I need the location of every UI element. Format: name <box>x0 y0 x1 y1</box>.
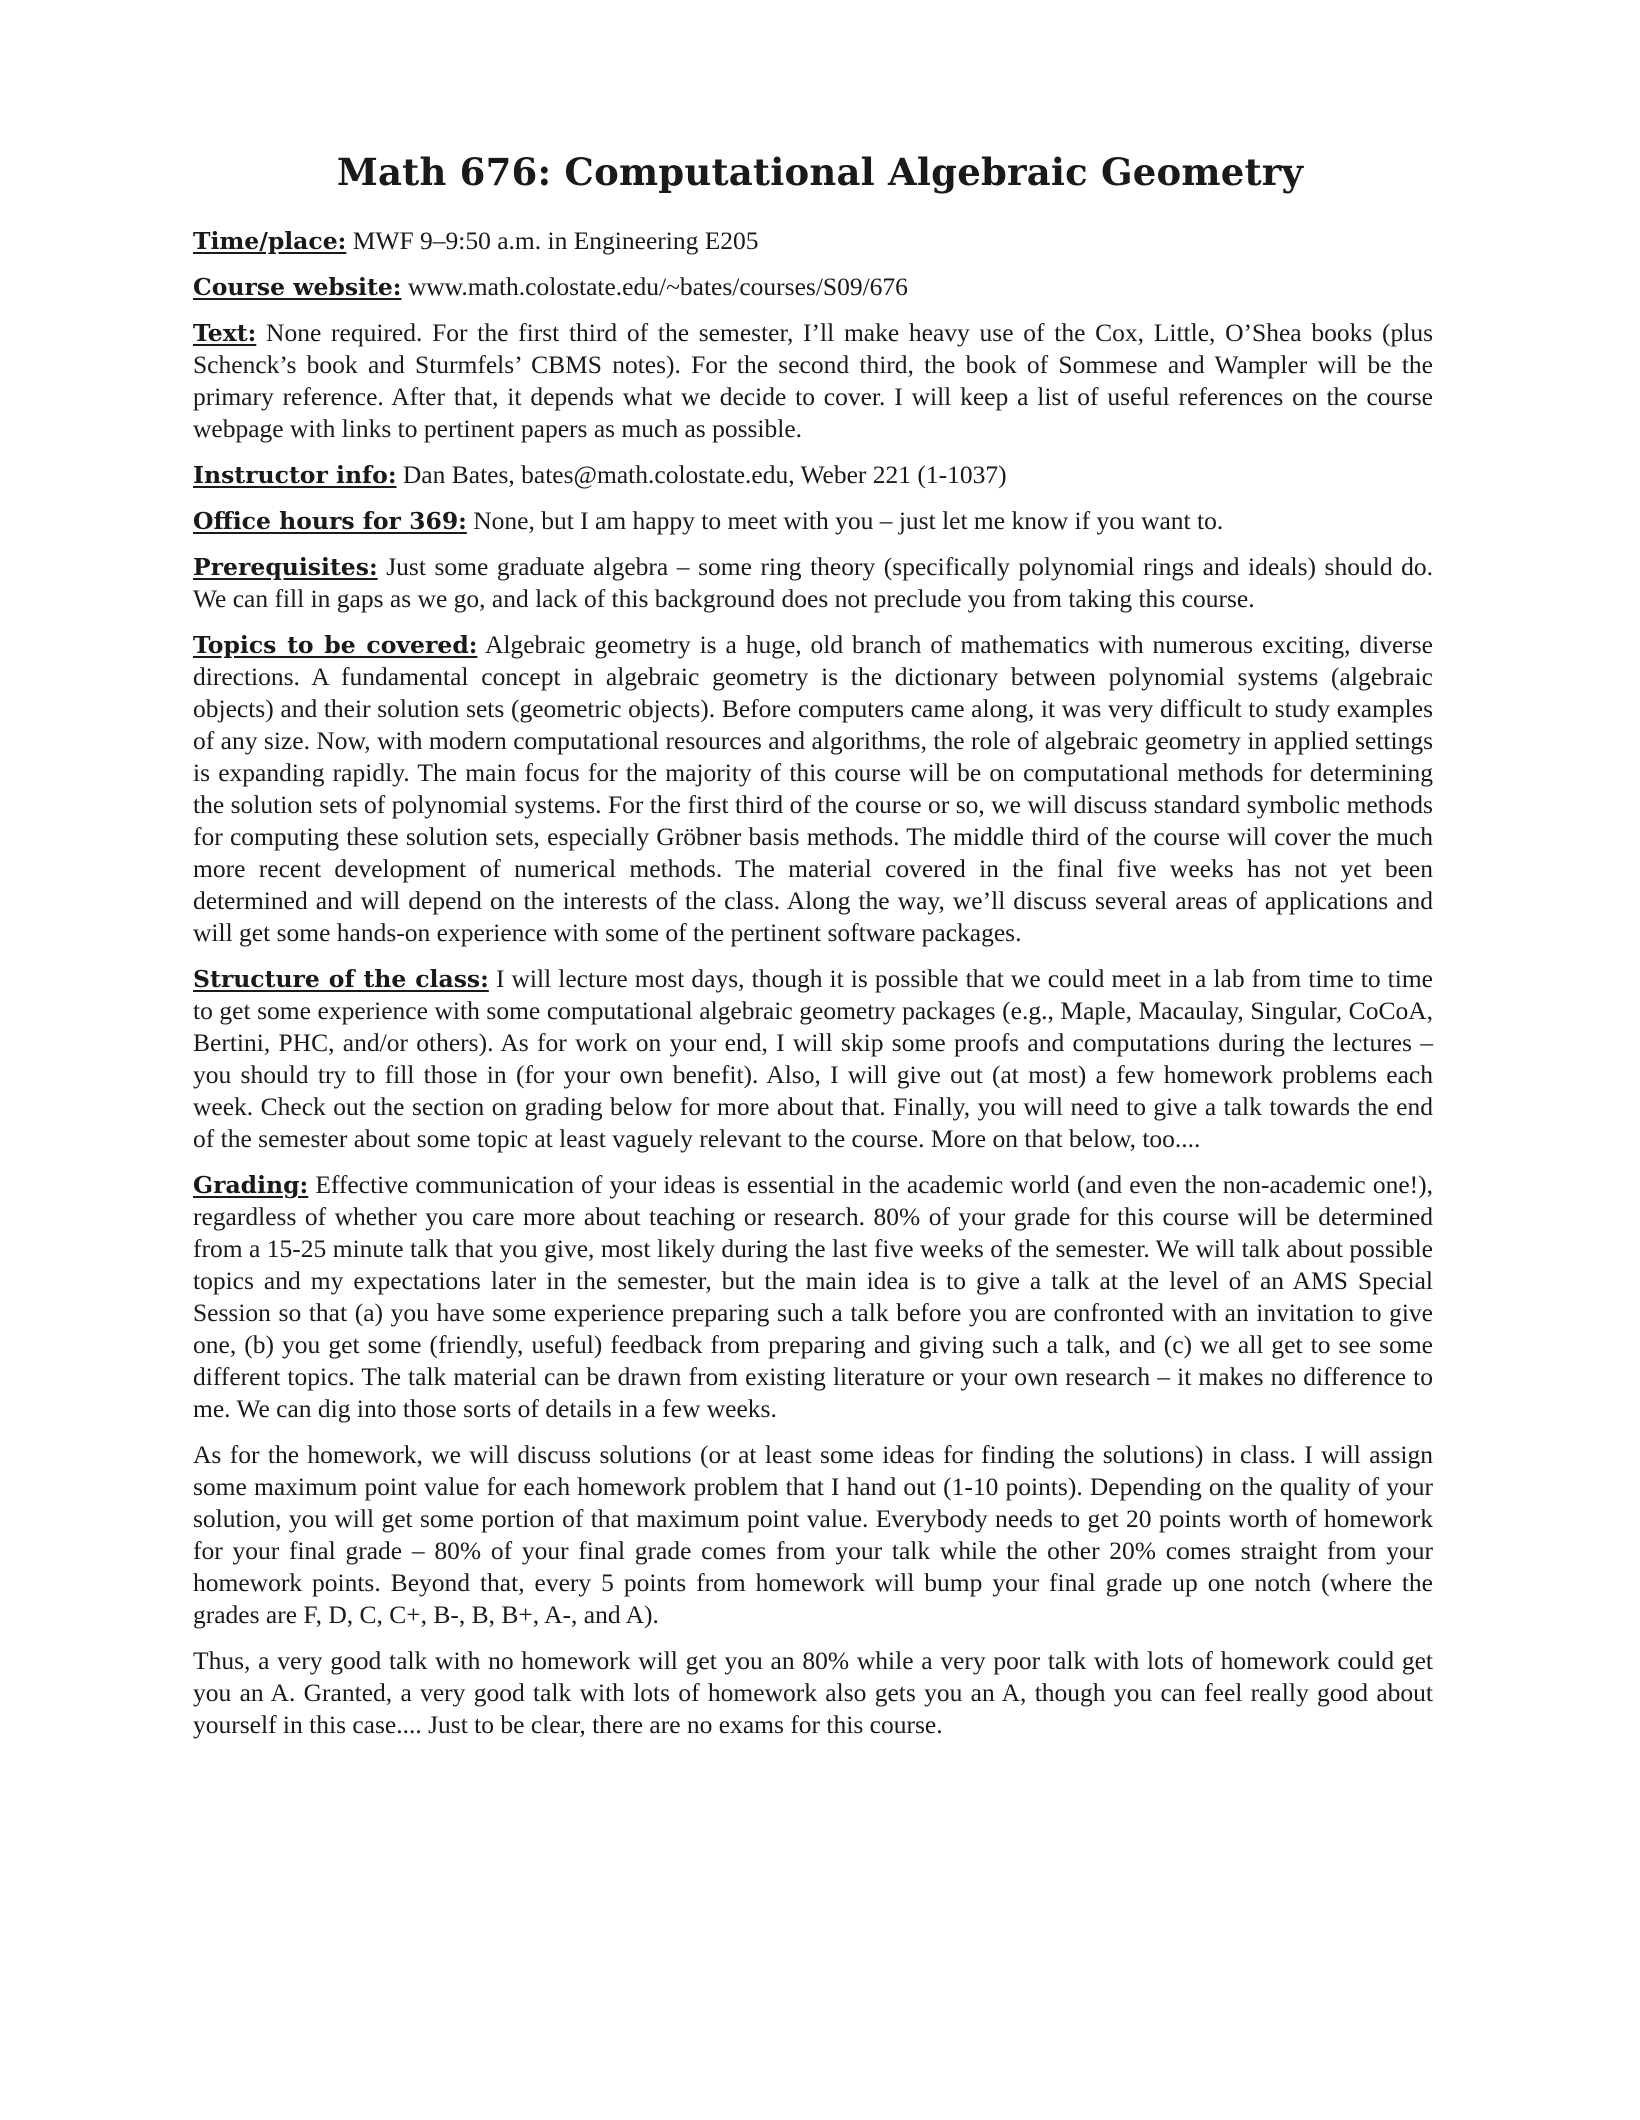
section-label: Office hours for 369: <box>193 507 467 535</box>
section-label: Course website: <box>193 273 402 301</box>
section-text: MWF 9–9:50 a.m. in Engineering E205 <box>352 226 759 255</box>
text-section <box>193 317 1433 445</box>
topics-section <box>193 629 1433 949</box>
section-text: Algebraic geometry is a huge, old branch of mathematics with numerous exciting, diverse directions. A fundamental concept in algebraic geometry is the dictionary between polynomial systems (algebraic objects) and their solution sets (geometric objects). Before computers came along, it was very difficult to study examples of any size. Now, with modern computational resources and algorithms, the role of algebraic geometry in applied settings is expanding rapidly. The main focus for the majority of this course will be on computational methods for determining the solution sets of polynomial systems. For the first third of the course or so, we will discuss standard symbolic methods for computing these solution sets, especially Gröbner basis methods. The middle third of the course will cover the much more recent development of numerical methods. The material covered in the final five weeks has not yet been determined and will depend on the interests of the class. Along the way, we’ll discuss several areas of applications and will get some hands-on experience with some of the pertinent software packages. <box>193 630 1433 947</box>
section-text: None required. For the first third of the semester, I’ll make heavy use of the Cox, Little, O’Shea books (plus Schenck’s book and Sturmfels’ CBMS notes). For the second third, the book of Sommese and Wampler will be the primary reference. After that, it depends what we decide to cover. I will keep a list of useful references on the course webpage with links to pertinent papers as much as possible. <box>193 318 1434 443</box>
section-text: Just some graduate algebra – some ring theory (specifically polynomial rings and ideals) should do. We can fill in gaps as we go, and lack of this background does not preclude you from taking this course. <box>193 552 1434 613</box>
course-website-link[interactable]: www.math.colostate.edu/~bates/courses/S09/676 <box>407 272 908 301</box>
grading-section <box>193 1169 1433 1425</box>
section-text: Effective communication of your ideas is essential in the academic world (and even the non-academic one!), regardless of whether you care more about teaching or research. 80% of your grade for this course will be determined from a 15-25 minute talk that you give, most likely during the last five weeks of the semester. We will talk about possible topics and my expectations later in the semester, but the main idea is to give a talk at the level of an AMS Special Session so that (a) you have some experience preparing such a talk before you are confronted with an invitation to give one, (b) you get some (friendly, useful) feedback from preparing and giving such a talk, and (c) we all get to see some different topics. The talk material can be drawn from existing literature or your own research – it makes no difference to me. We can dig into those sorts of details in a few weeks. <box>193 1170 1433 1423</box>
section-label: Time/place: <box>193 227 347 255</box>
section-text: None, but I am happy to meet with you – just let me know if you want to. <box>473 506 1224 535</box>
course-website-section <box>193 271 1433 303</box>
instructor-info-section <box>193 459 1433 491</box>
time-place-section <box>193 225 1433 257</box>
document-body <box>193 225 1433 1755</box>
section-label: Instructor info: <box>193 461 397 489</box>
section-label: Text: <box>193 319 257 347</box>
office-hours-section <box>193 505 1433 537</box>
section-text: Dan Bates, bates@math.colostate.edu, Weber 221 (1-1037) <box>402 460 1007 489</box>
section-text: I will lecture most days, though it is possible that we could meet in a lab from time to time to get some experience with some computational algebraic geometry packages (e.g., Maple, Macaulay, Singular, CoCoA, Bertini, PHC, and/or others). As for work on your end, I will skip some proofs and computations during the lectures – you should try to fill those in (for your own benefit). Also, I will give out (at most) a few homework problems each week. Check out the section on grading below for more about that. Finally, you will need to give a talk towards the end of the semester about some topic at least vaguely relevant to the course. More on that below, too.... <box>193 964 1433 1153</box>
structure-section <box>193 963 1433 1155</box>
section-label: Topics to be covered: <box>193 631 478 659</box>
prerequisites-section <box>193 551 1433 615</box>
homework-paragraph: As for the homework, we will discuss solutions (or at least some ideas for finding the solutions) in class. I will assign some maximum point value for each homework problem that I hand out (1-10 points). Depending on the quality of your solution, you will get some portion of that maximum point value. Everybody needs to get 20 points worth of homework for your final grade – 80% of your final grade comes from your talk while the other 20% comes straight from your homework points. Beyond that, every 5 points from homework will bump your final grade up one notch (where the grades are F, D, C, C+, B-, B, B+, A-, and A). <box>193 1440 1433 1629</box>
closing-paragraph: Thus, a very good talk with no homework will get you an 80% while a very poor talk with lots of homework could get you an A. Granted, a very good talk with lots of homework also gets you an A, though you can feel really good about yourself in this case.... Just to be clear, there are no exams for this course. <box>193 1646 1433 1739</box>
document-title: Math 676: Computational Algebraic Geometry <box>336 150 1304 194</box>
section-label: Structure of the class: <box>193 965 489 993</box>
section-label: Prerequisites: <box>193 553 378 581</box>
section-label: Grading: <box>193 1171 309 1199</box>
